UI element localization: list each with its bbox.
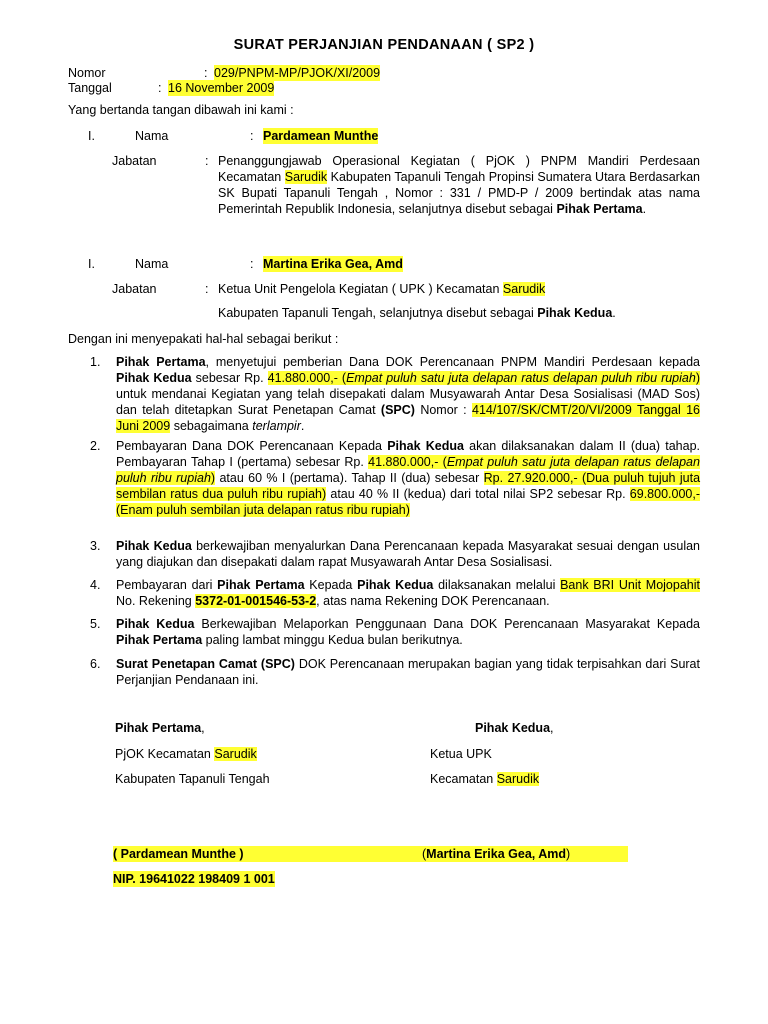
- item5-text: Pihak Kedua Berkewajiban Melaporkan Penggunaan Dana DOK Perencanaan Masyarakat Kepada Pihak Pertama paling lambat minggu Kedua bulan berikutnya.: [116, 617, 700, 647]
- item1-text: Pihak Pertama, menyetujui pemberian Dana DOK Perencanaan PNPM Mandiri Perdesaan kepada Pihak Kedua sebesar Rp. 41.880.000,- (Empat puluh satu juta delapan ratus delapan puluh ribu rupiah) untuk mendanai Kegiatan yang telah disepakati dalam Musyawarah Antar Desa Sosialisasi (MAD Sos) dan telah ditetapkan Surat Penetapan Camat (SPC) Nomor : 414/107/SK/CMT/20/VI/2009 Tanggal 16 Juni 2009 sebagaimana terlampir.: [116, 355, 700, 433]
- party1-jabatan-colon: :: [205, 154, 209, 168]
- party2-roman: I.: [88, 257, 95, 271]
- sig-right-line2: Kecamatan Sarudik: [430, 772, 540, 786]
- party2-jabatan-label: Jabatan: [112, 282, 157, 296]
- party1-jabatan-label: Jabatan: [112, 154, 157, 168]
- party2-jabatan-line2: Kabupaten Tapanuli Tengah, selanjutnya disebut sebagai Pihak Kedua.: [218, 306, 616, 320]
- party1-roman: I.: [88, 129, 95, 143]
- sig-left-nip: NIP. 19641022 198409 1 001: [113, 872, 275, 886]
- party1-nama-colon: :: [250, 129, 254, 143]
- sig-left-line2: Kabupaten Tapanuli Tengah: [115, 772, 270, 786]
- tanggal-colon: :: [158, 81, 162, 95]
- sig-right-name: (Martina Erika Gea, Amd): [422, 846, 628, 862]
- nomor-value: 029/PNPM-MP/PJOK/XI/2009: [214, 66, 381, 80]
- intro-text: Yang bertanda tangan dibawah ini kami :: [68, 103, 294, 117]
- party2-jabatan-line1: Ketua Unit Pengelola Kegiatan ( UPK ) Kecamatan Sarudik: [218, 282, 546, 296]
- item2-text: Pembayaran Dana DOK Perencanaan Kepada Pihak Kedua akan dilaksanakan dalam II (dua) tahap. Pembayaran Tahap I (pertama) sebesar Rp. 41.880.000,- (Empat puluh satu juta delapan ratus delapan puluh ribu rupiah) atau 60 % I (pertama). Tahap II (dua) sebesar Rp. 27.920.000,- (Dua puluh tujuh juta sembilan ratus dua puluh ribu rupiah) atau 40 % II (kedua) dari total nilai SP2 sebesar Rp. 69.800.000,- (Enam puluh sembilan juta delapan ratus ribu rupiah): [116, 439, 701, 517]
- item3-number: 3.: [90, 539, 101, 553]
- item5-number: 5.: [90, 617, 101, 631]
- sig-left-line1: PjOK Kecamatan Sarudik: [115, 747, 257, 761]
- party1-jabatan-text: Penanggungjawab Operasional Kegiatan ( PjOK ) PNPM Mandiri Perdesaan Kecamatan Sarudik Kabupaten Tapanuli Tengah Propinsi Sumatera Utara Berdasarkan SK Bupati Tapanuli Tengah , Nomor : 331 / PMD-P / 2009 bertindak atas nama Pemerintah Republik Indonesia, selanjutnya disebut sebagai Pihak Pertama.: [218, 154, 700, 216]
- item6-text: Surat Penetapan Camat (SPC) DOK Perencanaan merupakan bagian yang tidak terpisahkan dari Surat Perjanjian Pendanaan ini.: [116, 657, 700, 687]
- party1-name: Pardamean Munthe: [263, 129, 379, 143]
- item4-text: Pembayaran dari Pihak Pertama Kepada Pihak Kedua dilaksanakan melalui Bank BRI Unit Mojopahit No. Rekening 5372-01-001546-53-2, atas nama Rekening DOK Perencanaan.: [116, 578, 700, 608]
- nomor-label: Nomor: [68, 66, 106, 80]
- party2-nama-colon: :: [250, 257, 254, 271]
- item1-number: 1.: [90, 355, 101, 369]
- item6-number: 6.: [90, 657, 101, 671]
- sig-right-title: Pihak Kedua,: [475, 721, 554, 735]
- item3-text: Pihak Kedua berkewajiban menyalurkan Dana Perencanaan kepada Masyarakat sesuai dengan usulan yang diajukan dan disepakati dalam rapat Musyawarah Antar Desa Sosialisasi.: [116, 539, 701, 569]
- party2-nama-label: Nama: [135, 257, 169, 271]
- tanggal-value: 16 November 2009: [168, 81, 275, 95]
- sig-right-line1: Ketua UPK: [430, 747, 492, 761]
- party2-jabatan-colon: :: [205, 282, 209, 296]
- sig-left-title: Pihak Pertama,: [115, 721, 205, 735]
- item4-number: 4.: [90, 578, 101, 592]
- document-title: SURAT PERJANJIAN PENDANAAN ( SP2 ): [233, 37, 535, 53]
- item2-number: 2.: [90, 439, 101, 453]
- agreement-intro: Dengan ini menyepakati hal-hal sebagai berikut :: [68, 332, 339, 346]
- sig-left-name: ( Pardamean Munthe ): [113, 846, 428, 862]
- tanggal-label: Tanggal: [68, 81, 112, 95]
- party2-name: Martina Erika Gea, Amd: [263, 257, 403, 271]
- nomor-colon: :: [204, 66, 208, 80]
- party1-nama-label: Nama: [135, 129, 169, 143]
